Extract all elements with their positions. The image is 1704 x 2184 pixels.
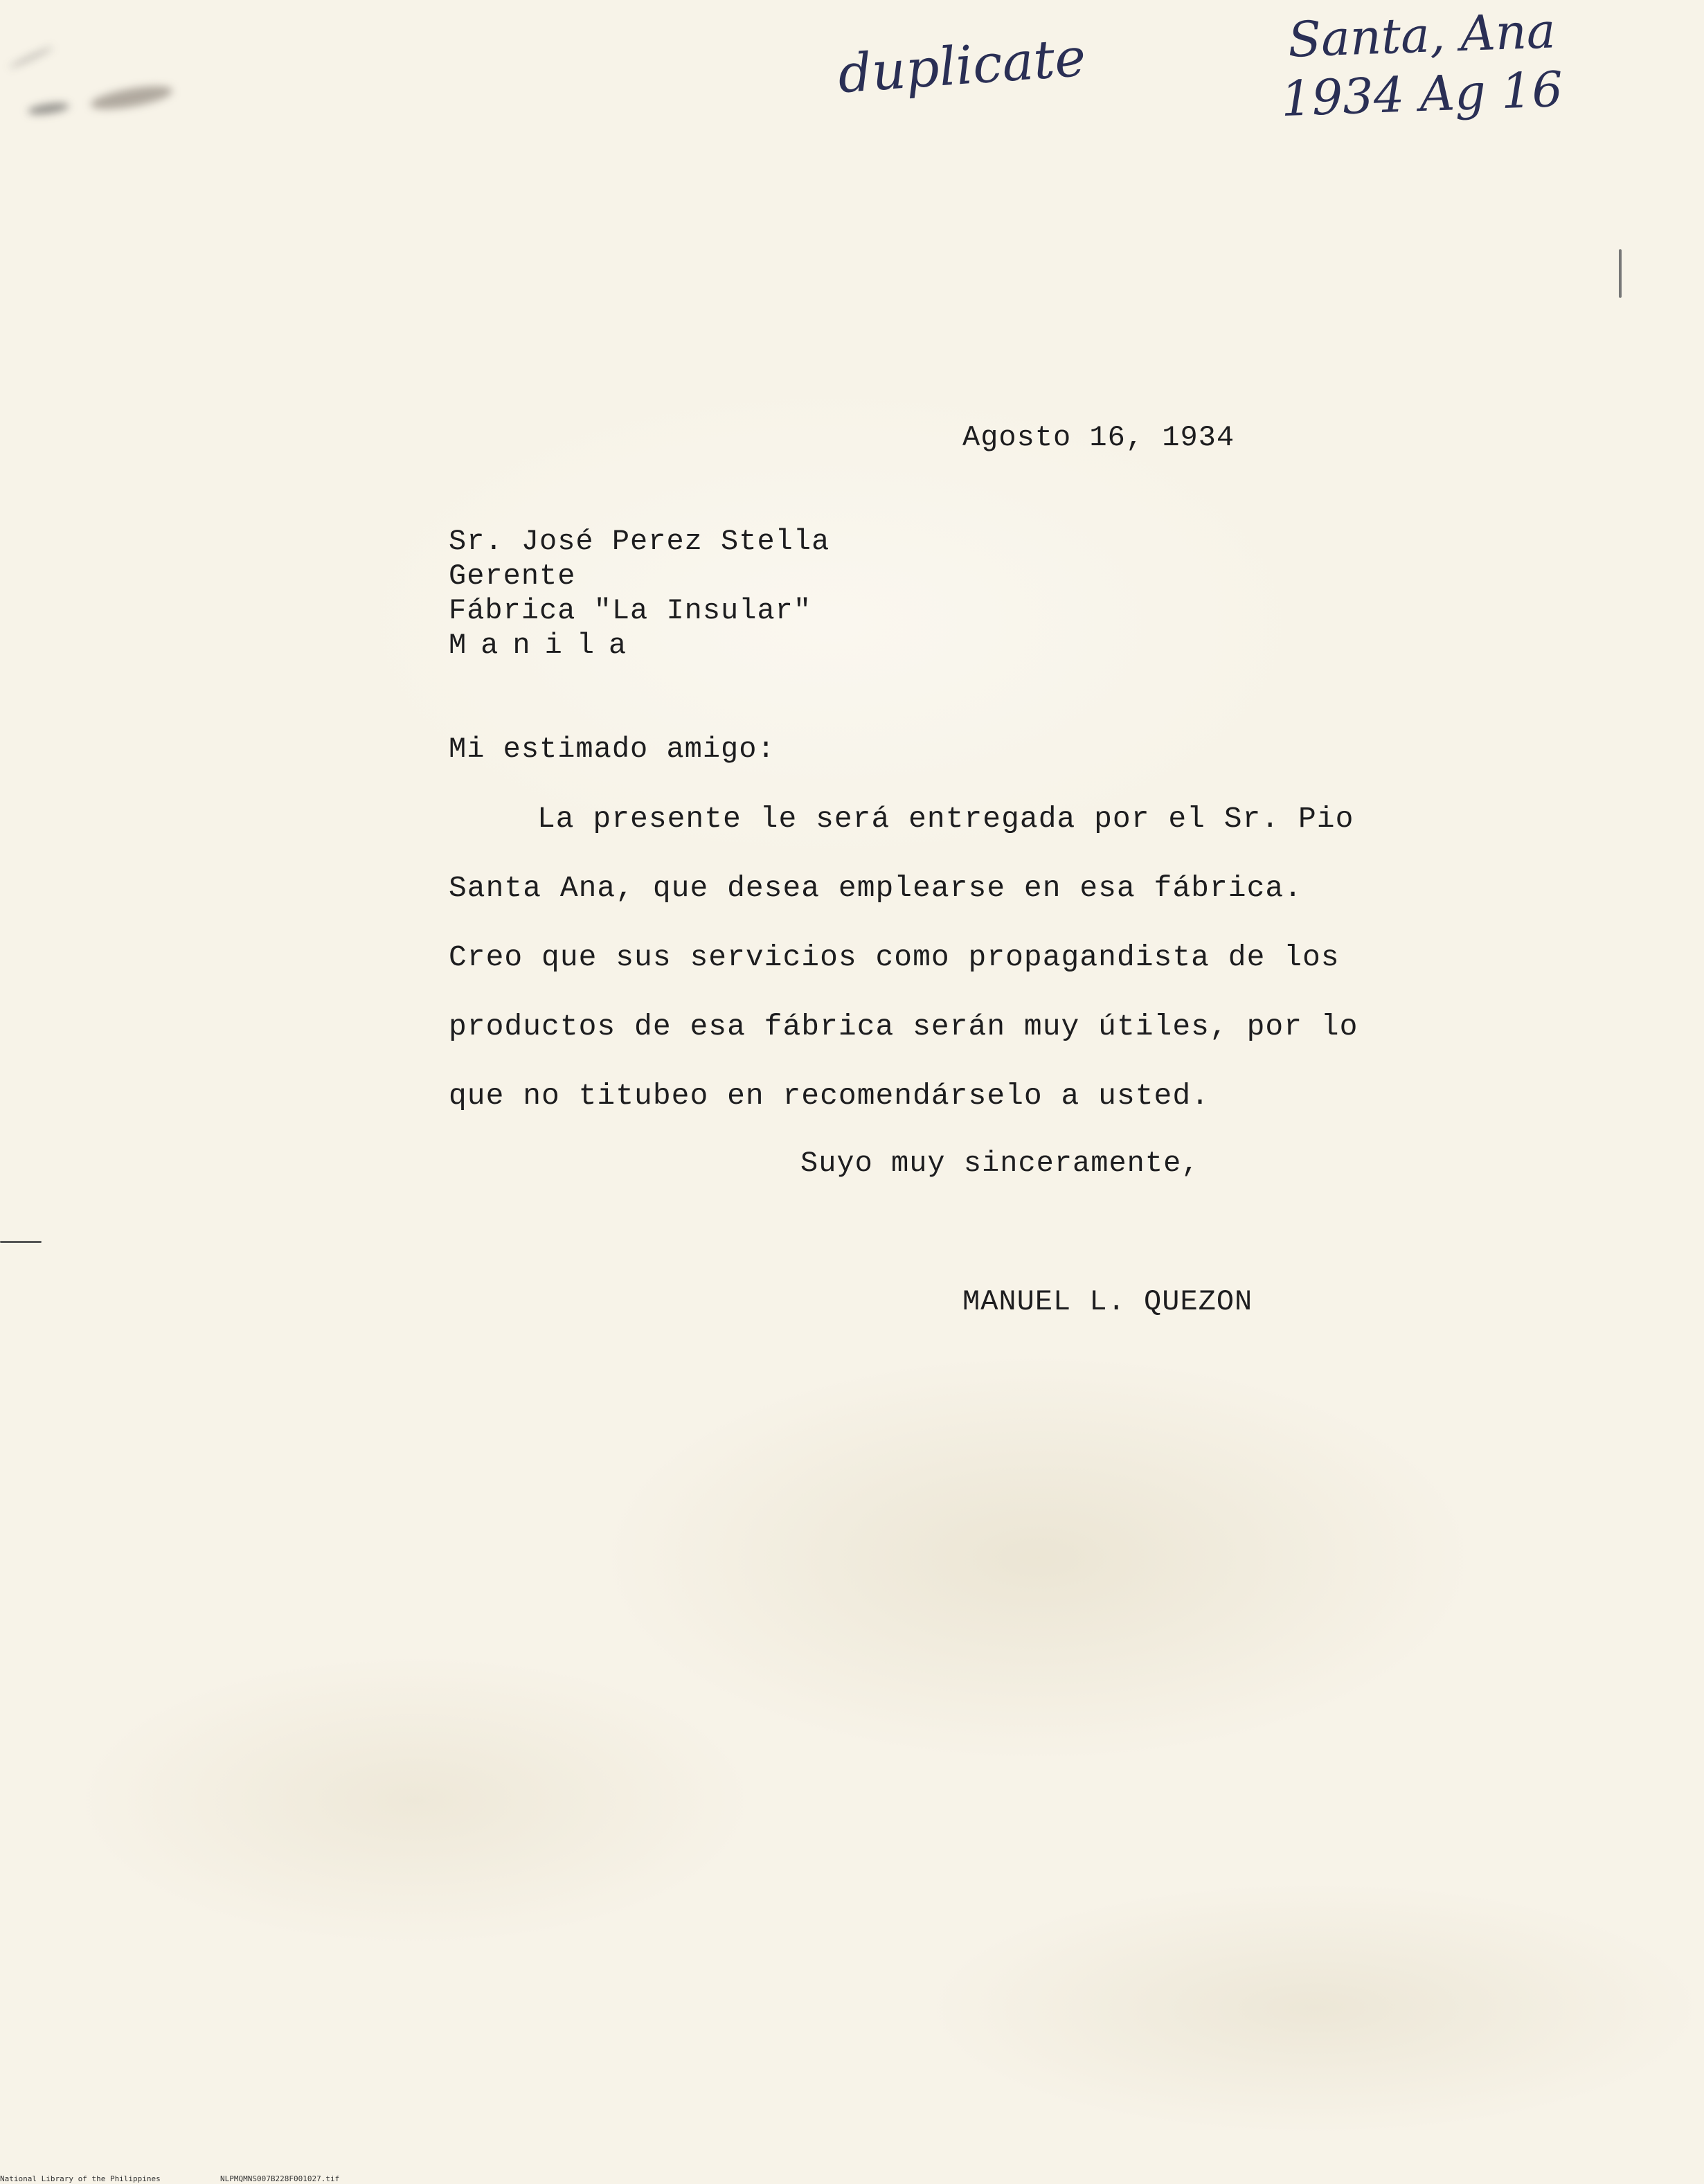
recipient-title: Gerente [449,560,576,593]
body-line: Creo que sus servicios como propagandista de los [449,940,1340,974]
archive-label: National Library of the Philippines [0,2174,161,2183]
recipient-city: Manila [449,629,641,662]
salutation: Mi estimado amigo: [449,733,775,766]
edge-mark [0,1241,42,1243]
handwritten-name-note: Santa, Ana [1286,2,1557,69]
handwritten-date-note: 1934 Ag 16 [1280,60,1564,128]
file-id-label: NLPMQMNS007B228F001027.tif [220,2174,340,2183]
closing: Suyo muy sinceramente, [800,1147,1200,1180]
body-line: Santa Ana, que desea emplearse en esa fábrica. [449,871,1302,905]
body-line: La presente le será entregada por el Sr. Pio [537,802,1354,836]
smudge-mark [27,101,69,116]
body-line: productos de esa fábrica serán muy útiles, por lo [449,1010,1358,1044]
smudge-mark [8,45,54,69]
handwritten-duplicate-note: duplicate [836,26,1088,105]
signature-name: MANUEL L. QUEZON [962,1285,1253,1318]
smudge-mark [89,82,174,114]
edge-mark [1619,249,1622,298]
letter-date: Agosto 16, 1934 [962,421,1235,454]
recipient-company: Fábrica "La Insular" [449,594,812,627]
recipient-name: Sr. José Perez Stella [449,525,830,558]
body-line: que no titubeo en recomendárselo a usted. [449,1079,1210,1113]
